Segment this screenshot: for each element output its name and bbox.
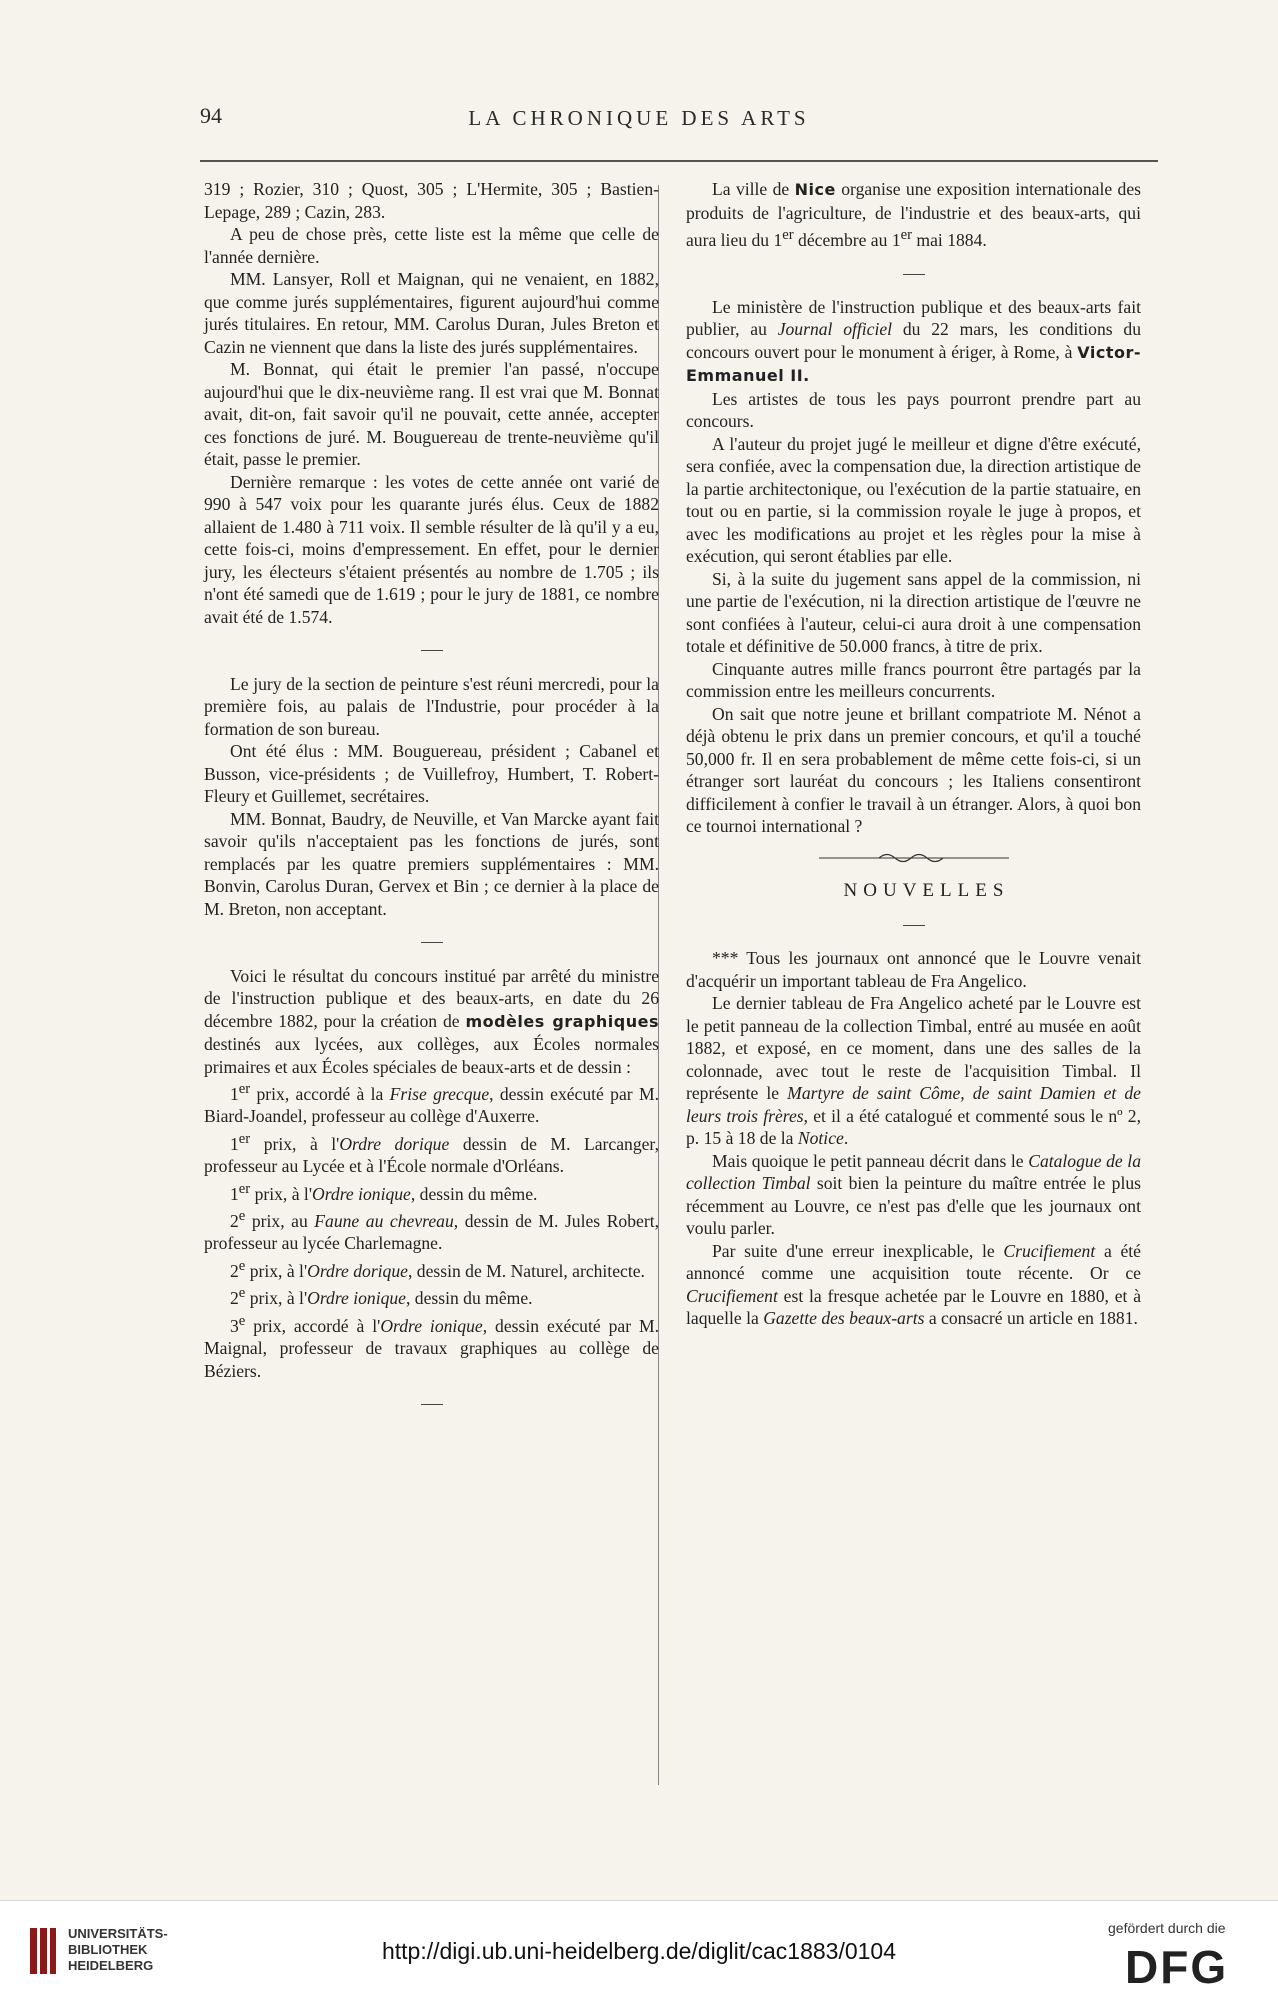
paragraph: Cinquante autres mille francs pourront être partagés par la commission entre les meilleurs concurrents. xyxy=(686,658,1141,702)
institution-name: UNIVERSITÄTS- BIBLIOTHEK HEIDELBERG xyxy=(68,1926,168,1973)
running-title: LA CHRONIQUE DES ARTS xyxy=(468,106,810,130)
right-column xyxy=(686,178,1141,1330)
paragraph: Dernière remarque : les votes de cette année ont varié de 990 à 547 voix pour les quarante jurés élus. Ceux de 1882 allaient de 1.480 à 711 voix. Il semble résulter de là qu'il y a eu, cette fois-ci, moins d'empressement. En effet, pour le dernier jury, les électeurs s'étaient présentés au nombre de 1.705 ; ils n'ont été samedi que de 1.619 ; pour le jury de 1881, ce nombre avait été de 1.574. xyxy=(204,471,659,627)
paragraph: A peu de chose près, cette liste est la même que celle de l'année dernière. xyxy=(204,224,659,267)
asterism-icon: *** xyxy=(712,948,747,969)
separator-dash xyxy=(204,638,659,661)
paragraph: MM. Bonnat, Baudry, de Neuville, et Van Marcke ayant fait savoir qu'ils n'acceptaient pas les fonctions de jurés, sont remplacés par les quatre premiers supplémentaires : MM. Bonvin, Carolus Duran, Gervex et Bin ; ce dernier à la place de M. Breton, non acceptant. xyxy=(204,808,659,919)
paragraph: MM. Lansyer, Roll et Maignan, qui ne venaient, en 1882, que comme jurés supplémentaires, figurent aujourd'hui comme jurés titulaires. En retour, MM. Carolus Duran, Jules Breton et Cazin ne viennent que dans la liste des jurés supplémentaires. xyxy=(204,269,659,357)
paragraph: A l'auteur du projet jugé le meilleur et digne d'être exécuté, sera confiée, avec la compensation due, la direction artistique de la partie architectonique, ou l'exécution de la partie statuaire, en tout ou en partie, si la commission royale le juge à propos, et avec les modifications au projet et les règles pour la mise à exécution, qui seront établies par elle. xyxy=(686,433,1141,567)
prize-entry: 2e prix, au Faune au chevreau, dessin de M. Jules Robert, professeur au lycée Charlemagne. xyxy=(204,1208,659,1254)
paragraph: Par suite d'une erreur inexplicable, le Crucifiement a été annoncé comme une acquisition toute récente. Or ce Crucifiement est la fresque achetée par le Louvre en 1880, et à laquelle la Gazette des beaux-arts a consacré un article en 1881. xyxy=(686,1240,1141,1329)
section-title-nouvelles: NOUVELLES xyxy=(843,880,1010,902)
paragraph: Voici le résultat du concours institué par arrêté du ministre de l'instruction publique et des beaux-arts, en date du 26 décembre 1882, pour la création de modèles graphiques destinés aux lycées, aux collèges, aux Écoles normales primaires et aux Écoles spéciales de beaux-arts et de dessin : xyxy=(204,965,660,1077)
paragraph: On sait que notre jeune et brillant compatriote M. Nénot a déjà obtenu le prix dans un premier concours, et qu'il a touché 50,000 fr. Il en sera probablement de même cette fois-ci, si un étranger sort lauréat du concours ; les Italiens consentiront difficilement à confier le travail à un étranger. Alors, à quoi bon ce tournoi international ? xyxy=(686,703,1141,837)
dfg-logo: DFG xyxy=(1125,1941,1229,1993)
paragraph: M. Bonnat, qui était le premier l'an passé, n'occupe aujourd'hui que le dix-neuvième rang. Il est vrai que M. Bonnat avait, dit-on, fait savoir qu'il ne pouvait, cette année, accepter ces fonctions de juré. M. Bouguereau de trente-neuvième qu'il était, passe le premier. xyxy=(204,359,659,469)
ornament-divider xyxy=(686,848,1141,871)
prize-entry: 1er prix, à l'Ordre ionique, dessin du même. xyxy=(230,1180,538,1204)
paragraph: Mais quoique le petit panneau décrit dans le Catalogue de la collection Timbal soit bien la peinture du maître entrée le plus récemment au Louvre, ce n'est pas d'elle que les journaux ont voulu parler. xyxy=(686,1150,1141,1239)
prize-entry: 1er prix, à l'Ordre dorique dessin de M. Larcanger, professeur au Lycée et à l'École normale d'Orléans. xyxy=(204,1130,659,1177)
sponsor-label: gefördert durch die xyxy=(1108,1920,1226,1936)
paragraph: 319 ; Rozier, 310 ; Quost, 305 ; L'Hermite, 305 ; Bastien-Lepage, 289 ; Cazin, 283. xyxy=(204,179,659,222)
prize-entry: 3e prix, accordé à l'Ordre ionique, dessin exécuté par M. Maignal, professeur de travaux graphiques au collège de Béziers. xyxy=(204,1312,660,1381)
prize-entry: 2e prix, à l'Ordre dorique, dessin de M. Naturel, architecte. xyxy=(230,1257,645,1281)
separator-dash xyxy=(204,1392,659,1415)
paragraph: Le ministère de l'instruction publique et des beaux-arts fait publier, au Journal officiel du 22 mars, les conditions du concours ouvert pour le monument à ériger, à Rome, à Victor-Emmanuel II. xyxy=(686,296,1141,386)
paragraph: Si, à la suite du jugement sans appel de la commission, ni une partie de l'exécution, ni la direction artistique de l'œuvre ne sont confiées à l'auteur, celui-ci aura droit à une compensation totale et définitive de 50.000 francs, à titre de prix. xyxy=(686,568,1141,657)
page-number: 94 xyxy=(200,103,222,128)
paragraph: Les artistes de tous les pays pourront prendre part au concours. xyxy=(686,388,1141,432)
header-rule xyxy=(200,160,1158,162)
separator-dash xyxy=(204,930,659,953)
prize-entry: 1er prix, accordé à la Frise grecque, dessin exécuté par M. Biard-Joandel, professeur au collège d'Auxerre. xyxy=(204,1081,659,1127)
left-column xyxy=(204,178,659,1427)
permalink-url[interactable]: http://digi.ub.uni-heidelberg.de/diglit/cac1883/0104 xyxy=(381,1938,897,1964)
paragraph: Le jury de la section de peinture s'est réuni mercredi, pour la première fois, au palais de l'Industrie, pour procéder à la formation de son bureau. xyxy=(204,673,659,739)
paragraph: Ont été élus : MM. Bouguereau, président ; Cabanel et Busson, vice-présidents ; de Vuillefroy, Humbert, T. Robert-Fleury et Guillemet, secrétaires. xyxy=(204,741,659,806)
news-item: *** Tous les journaux ont annoncé que le Louvre venait d'acquérir un important tableau de Fra Angelico. xyxy=(686,948,1141,991)
separator-dash xyxy=(686,913,1141,936)
paragraph: La ville de Nice organise une exposition internationale des produits de l'agriculture, de l'industrie et des beaux-arts, qui aura lieu du 1er décembre au 1er mai 1884. xyxy=(686,179,1141,250)
prize-entry: 2e prix, à l'Ordre ionique, dessin du même. xyxy=(230,1285,533,1309)
separator-dash xyxy=(686,261,1141,284)
paragraph: Le dernier tableau de Fra Angelico acheté par le Louvre est le petit panneau de la collection Timbal, entré au musée en août 1882, et exposé, en ce moment, dans une des salles de la colonnade, avec tout le reste de l'acquisition Timbal. Il représente le Martyre de saint Côme, de saint Damien et de leurs trois frères, et il a été catalogué et commenté sous le nº 2, p. 15 à 18 de la Notice. xyxy=(686,993,1141,1149)
